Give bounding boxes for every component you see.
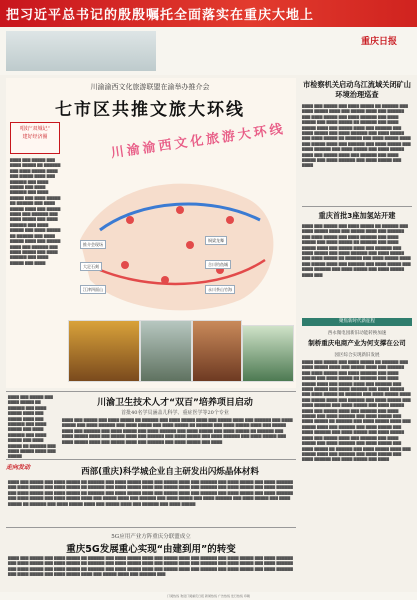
right-story3-title: 制桥重庆电商产业为何支撑在公司 [308, 339, 406, 347]
top-banner [0, 0, 417, 27]
health-subtitle: 首批40名学员涵盖儿科学、重症医学等20个专业 [121, 410, 229, 416]
right-story3-kicker: 西永微电园新旧动能转换加速 [327, 331, 387, 336]
page-footer: 订阅热线 欢迎订阅重庆日报 新闻热线 广告热线 发行热线 印刷 [0, 592, 417, 600]
5g-body: ▇▇▇▇ ▇▇▇ ▇▇▇▇▇ ▇▇▇ ▇▇▇▇ ▇▇▇▇▇ ▇▇ ▇▇▇▇▇▇ ▇▇▇ ▇▇▇▇ ▇▇▇▇▇ ▇▇▇▇ ▇▇▇ ▇▇▇▇▇ ▇▇▇▇ ▇▇▇ ▇▇▇▇▇▇ ▇▇▇ ▇▇▇▇ ▇▇▇▇▇ ▇▇▇ ▇▇▇▇ ▇▇▇▇▇▇ ▇▇▇ ▇▇▇▇ ▇▇▇▇▇ ▇▇▇ ▇▇▇▇ ▇▇▇▇▇ ▇▇ ▇▇▇▇▇▇ ▇▇▇ ▇▇▇▇ ▇▇▇▇▇ ▇▇▇▇ ▇▇▇ ▇▇▇▇▇ ▇▇▇▇ ▇▇▇ ▇▇▇▇▇▇ ▇▇▇ ▇▇▇▇ ▇▇▇▇▇ ▇▇▇ ▇▇▇▇ ▇▇▇▇▇▇ ▇▇▇ ▇▇▇▇ ▇▇▇▇▇ ▇▇▇ ▇▇▇▇ ▇▇▇▇▇ ▇▇ ▇▇▇▇▇▇ ▇▇▇ ▇▇▇▇ ▇▇▇▇▇ ▇▇▇▇ ▇▇▇ ▇▇▇▇▇ ▇▇▇▇ ▇▇▇ ▇▇▇▇▇▇ ▇▇▇ ▇▇▇▇ ▇▇▇▇▇ ▇▇▇ ▇▇▇▇ ▇▇▇▇▇▇ ▇▇▇ ▇▇▇▇ ▇▇▇▇▇ ▇▇▇ ▇▇▇▇ ▇▇▇▇▇ ▇▇▇▇ ▇▇▇ ▇▇▇▇▇ ▇▇▇▇ ▇▇▇ ▇▇▇▇▇▇ ▇▇▇ [8, 556, 293, 577]
section-badge: 聚焦新时代新征程 [302, 318, 412, 326]
science-body: ▇▇▇▇ ▇▇▇ ▇▇▇▇▇ ▇▇▇ ▇▇▇▇ ▇▇▇▇▇ ▇▇ ▇▇▇▇▇▇ ▇▇▇ ▇▇▇▇ ▇▇▇▇▇ ▇▇▇▇ ▇▇▇ ▇▇▇▇▇ ▇▇▇▇ ▇▇▇ ▇▇▇▇▇▇ ▇▇▇ ▇▇▇▇ ▇▇▇▇▇ ▇▇▇ ▇▇▇▇ ▇▇▇▇▇▇ ▇▇▇ ▇▇▇▇ ▇▇▇▇▇ ▇▇▇ ▇▇▇▇ ▇▇▇▇▇ ▇▇ ▇▇▇▇▇▇ ▇▇▇ ▇▇▇▇ ▇▇▇▇▇ ▇▇▇▇ ▇▇▇ ▇▇▇▇▇ ▇▇▇▇ ▇▇▇ ▇▇▇▇▇▇ ▇▇▇ ▇▇▇▇ ▇▇▇▇▇ ▇▇▇ ▇▇▇▇ ▇▇▇▇▇▇ ▇▇▇ ▇▇▇▇ ▇▇▇▇▇ ▇▇▇ ▇▇▇▇ ▇▇▇▇▇ ▇▇ ▇▇▇▇▇▇ ▇▇▇ ▇▇▇▇ ▇▇▇▇▇ ▇▇▇▇ ▇▇▇ ▇▇▇▇▇ ▇▇▇▇ ▇▇▇ ▇▇▇▇▇▇ ▇▇▇ ▇▇▇▇ ▇▇▇▇▇ ▇▇▇ ▇▇▇▇ ▇▇▇▇▇▇ ▇▇▇ ▇▇▇▇ ▇▇▇▇▇ ▇▇▇ ▇▇▇▇ ▇▇▇▇▇ ▇▇▇▇ ▇▇▇ ▇▇▇▇▇ ▇▇▇▇ ▇▇▇ ▇▇▇▇▇▇ ▇▇▇ ▇▇▇▇ ▇▇▇▇▇ ▇▇▇ ▇▇▇▇ ▇▇▇▇▇▇ ▇▇▇ ▇▇▇▇ ▇▇▇▇▇ ▇▇▇ ▇▇▇▇ ▇▇▇▇▇ ▇▇ ▇▇▇▇▇▇ ▇▇▇ ▇▇▇▇ ▇▇▇▇▇ ▇▇▇▇ ▇▇▇ ▇▇▇▇▇ ▇▇▇▇ ▇▇▇ ▇▇▇▇▇▇ ▇▇▇ ▇▇▇▇ ▇▇▇▇▇ [8, 480, 293, 506]
feature-body-text: ▇▇▇▇ ▇▇▇ ▇▇▇▇▇ ▇▇▇ ▇▇▇▇ ▇▇▇▇▇ ▇▇ ▇▇▇▇▇▇ ▇▇▇ ▇▇▇▇ ▇▇▇▇▇ ▇▇▇▇ ▇▇▇ ▇▇▇▇▇ ▇▇▇▇ ▇▇▇ ▇▇▇▇▇▇ ▇▇▇ ▇▇▇▇ ▇▇▇▇▇ ▇▇▇ ▇▇▇▇ ▇▇▇▇▇▇ ▇▇▇ ▇▇▇▇ ▇▇▇▇▇ ▇▇▇ ▇▇▇▇ ▇▇▇▇▇ ▇▇ ▇▇▇▇▇▇ ▇▇▇ ▇▇▇▇ ▇▇▇▇▇ ▇▇▇▇ ▇▇▇ ▇▇▇▇▇ ▇▇▇▇ ▇▇▇ ▇▇▇▇▇▇ ▇▇▇ ▇▇▇▇ ▇▇▇▇▇ ▇▇▇ ▇▇▇▇ ▇▇▇▇▇▇ ▇▇▇ ▇▇▇▇ ▇▇▇▇▇ ▇▇▇ ▇▇▇▇ ▇▇▇▇▇ ▇▇ ▇▇▇▇▇▇ ▇▇▇ ▇▇▇▇ ▇▇▇▇▇ ▇▇▇▇ ▇▇▇ ▇▇▇▇▇ ▇▇▇▇ ▇▇▇ ▇▇▇▇▇▇ ▇▇▇ ▇▇▇▇ ▇▇▇▇▇ ▇▇▇ ▇▇▇▇ ▇▇▇▇▇▇ ▇▇▇ ▇▇▇▇ ▇▇▇▇▇ ▇▇▇ ▇▇▇▇ [10, 158, 61, 265]
divider-science [6, 459, 296, 460]
5g-title: 重庆5G发展重心实现“由建到用”的转变 [66, 544, 236, 555]
map-caption-6: 永川茶山竹海 [205, 285, 235, 294]
photo-pagoda [68, 320, 140, 382]
photo-lake [242, 325, 294, 382]
5g-kicker: 5G应用产业方阵重庆分联盟成立 [111, 534, 191, 540]
stamp-badge: 唱好“双城记” 建好经济圈 [10, 122, 60, 154]
divider-5g [6, 527, 296, 528]
map-caption-2: 铜梁龙舞 [205, 236, 227, 245]
right-divider-1 [302, 206, 412, 207]
map-caption-4: 合川钓鱼城 [205, 260, 231, 269]
health-body-left: ▇▇▇▇ ▇▇▇ ▇▇▇▇▇ ▇▇▇ ▇▇▇▇ ▇▇▇▇▇ ▇▇ ▇▇▇▇▇▇ ▇▇▇ ▇▇▇▇ ▇▇▇▇▇ ▇▇▇▇ ▇▇▇ ▇▇▇▇▇ ▇▇▇▇ ▇▇▇ ▇▇▇▇▇▇ ▇▇▇ ▇▇▇▇ ▇▇▇▇▇ ▇▇▇ ▇▇▇▇ ▇▇▇▇▇▇ ▇▇▇ ▇▇▇▇ ▇▇▇▇▇ ▇▇▇ ▇▇▇▇ ▇▇▇▇▇ ▇▇ ▇▇▇▇▇▇ ▇▇▇ ▇▇▇▇ ▇▇▇▇▇ ▇▇▇▇ ▇▇▇ ▇▇▇▇▇ [8, 395, 56, 459]
photo-drum [192, 320, 242, 382]
arc-title: 川渝渝西文化旅游大环线 [110, 121, 287, 162]
right-story2-body: ▇▇▇▇ ▇▇▇ ▇▇▇▇▇ ▇▇▇ ▇▇▇▇ ▇▇▇▇▇ ▇▇ ▇▇▇▇▇▇ ▇▇▇ ▇▇▇▇ ▇▇▇▇▇ ▇▇▇▇ ▇▇▇ ▇▇▇▇▇ ▇▇▇▇ ▇▇▇ ▇▇▇▇▇▇ ▇▇▇ ▇▇▇▇ ▇▇▇▇▇ ▇▇▇ ▇▇▇▇ ▇▇▇▇▇▇ ▇▇▇ ▇▇▇▇ ▇▇▇▇▇ ▇▇▇ ▇▇▇▇ ▇▇▇▇▇ ▇▇ ▇▇▇▇▇▇ ▇▇▇ ▇▇▇▇ ▇▇▇▇▇ ▇▇▇▇ ▇▇▇ ▇▇▇▇▇ ▇▇▇▇ ▇▇▇ ▇▇▇▇▇▇ ▇▇▇ ▇▇▇▇ ▇▇▇▇▇ ▇▇▇ ▇▇▇▇ ▇▇▇▇▇▇ ▇▇▇ ▇▇▇▇ ▇▇▇▇▇ ▇▇▇ ▇▇▇▇ ▇▇▇▇▇ ▇▇ ▇▇▇▇▇▇ ▇▇▇ ▇▇▇▇ ▇▇▇▇▇ ▇▇▇▇ ▇▇▇ ▇▇▇▇▇ ▇▇▇▇ ▇▇▇ ▇▇▇▇▇▇ ▇▇▇ ▇▇▇▇ ▇▇▇▇▇ ▇▇▇ ▇▇▇▇ ▇▇▇▇▇▇ ▇▇▇ ▇▇▇▇ ▇▇▇▇▇ ▇▇▇ ▇▇▇▇ ▇▇▇▇▇ ▇▇▇▇ ▇▇▇ [302, 224, 411, 277]
paper-name: 重庆日报 [360, 37, 397, 47]
right-story3-body: ▇▇▇▇ ▇▇▇ ▇▇▇▇▇ ▇▇▇ ▇▇▇▇ ▇▇▇▇▇ ▇▇ ▇▇▇▇▇▇ ▇▇▇ ▇▇▇▇ ▇▇▇▇▇ ▇▇▇▇ ▇▇▇ ▇▇▇▇▇ ▇▇▇▇ ▇▇▇ ▇▇▇▇▇▇ ▇▇▇ ▇▇▇▇ ▇▇▇▇▇ ▇▇▇ ▇▇▇▇ ▇▇▇▇▇▇ ▇▇▇ ▇▇▇▇ ▇▇▇▇▇ ▇▇▇ ▇▇▇▇ ▇▇▇▇▇ ▇▇ ▇▇▇▇▇▇ ▇▇▇ ▇▇▇▇ ▇▇▇▇▇ ▇▇▇▇ ▇▇▇ ▇▇▇▇▇ ▇▇▇▇ ▇▇▇ ▇▇▇▇▇▇ ▇▇▇ ▇▇▇▇ ▇▇▇▇▇ ▇▇▇ ▇▇▇▇ ▇▇▇▇▇▇ ▇▇▇ ▇▇▇▇ ▇▇▇▇▇ ▇▇▇ ▇▇▇▇ ▇▇▇▇▇ ▇▇ ▇▇▇▇▇▇ ▇▇▇ ▇▇▇▇ ▇▇▇▇▇ ▇▇▇▇ ▇▇▇ ▇▇▇▇▇ ▇▇▇▇ ▇▇▇ ▇▇▇▇▇▇ ▇▇▇ ▇▇▇▇ ▇▇▇▇▇ ▇▇▇ ▇▇▇▇ ▇▇▇▇▇▇ ▇▇▇ ▇▇▇▇ ▇▇▇▇▇ ▇▇▇ ▇▇▇▇ ▇▇▇▇▇ ▇▇▇▇ ▇▇▇ ▇▇▇▇▇ ▇▇▇▇ ▇▇▇ ▇▇▇▇▇▇ ▇▇▇ ▇▇▇▇ ▇▇▇▇▇ ▇▇▇ ▇▇▇▇ ▇▇▇▇▇▇ ▇▇▇ ▇▇▇▇ ▇▇▇▇▇ ▇▇▇ ▇▇▇▇ ▇▇▇▇▇ ▇▇ ▇▇▇▇▇▇ ▇▇▇ ▇▇▇▇ ▇▇▇▇▇ ▇▇▇▇ ▇▇▇ ▇▇▇▇▇ ▇▇▇▇ ▇▇▇ ▇▇▇▇▇▇ ▇▇▇ ▇▇▇▇ ▇▇▇▇▇ ▇▇▇ ▇▇▇▇ ▇▇▇▇▇▇ ▇▇▇ ▇▇▇▇ ▇▇▇▇▇ ▇▇▇ ▇▇▇▇ ▇▇▇▇▇ ▇▇▇▇ ▇▇▇ ▇▇▇▇▇ ▇▇▇▇ ▇▇▇ ▇▇▇▇▇▇ ▇▇▇ ▇▇▇▇ ▇▇▇▇▇ ▇▇▇ ▇▇▇▇ ▇▇▇▇▇▇ ▇▇▇ ▇▇▇▇ ▇▇▇▇▇ ▇▇▇ ▇▇▇▇ ▇▇▇▇▇ ▇▇ ▇▇▇▇▇▇ ▇▇▇ ▇▇▇▇ ▇▇▇▇▇ ▇▇▇▇ ▇▇▇ ▇▇▇▇▇ ▇▇▇▇ ▇▇▇ ▇▇▇▇▇▇ ▇▇▇ ▇▇▇▇ ▇▇▇▇▇ ▇▇▇ ▇▇▇▇ ▇▇▇▇▇▇ ▇▇▇ ▇▇▇▇ ▇▇▇▇▇ ▇▇▇ ▇▇▇▇ [302, 360, 411, 462]
health-body: ▇▇▇▇ ▇▇▇ ▇▇▇▇▇ ▇▇▇ ▇▇▇▇ ▇▇▇▇▇ ▇▇ ▇▇▇▇▇▇ ▇▇▇ ▇▇▇▇ ▇▇▇▇▇ ▇▇▇▇ ▇▇▇ ▇▇▇▇▇ ▇▇▇▇ ▇▇▇ ▇▇▇▇▇▇ ▇▇▇ ▇▇▇▇ ▇▇▇▇▇ ▇▇▇ ▇▇▇▇ ▇▇▇▇▇▇ ▇▇▇ ▇▇▇▇ ▇▇▇▇▇ ▇▇▇ ▇▇▇▇ ▇▇▇▇▇ ▇▇ ▇▇▇▇▇▇ ▇▇▇ ▇▇▇▇ ▇▇▇▇▇ ▇▇▇▇ ▇▇▇ ▇▇▇▇▇ ▇▇▇▇ ▇▇▇ ▇▇▇▇▇▇ ▇▇▇ ▇▇▇▇ ▇▇▇▇▇ ▇▇▇ ▇▇▇▇ ▇▇▇▇▇▇ ▇▇▇ ▇▇▇▇ ▇▇▇▇▇ ▇▇▇ ▇▇▇▇ ▇▇▇▇▇ ▇▇ ▇▇▇▇▇▇ ▇▇▇ ▇▇▇▇ ▇▇▇▇▇ ▇▇▇▇ ▇▇▇ ▇▇▇▇▇ ▇▇▇▇ ▇▇▇ ▇▇▇▇▇▇ ▇▇▇ ▇▇▇▇ ▇▇▇▇▇ ▇▇▇ ▇▇▇▇ ▇▇▇▇▇▇ ▇▇▇ ▇▇▇▇ ▇▇▇▇▇ ▇▇▇ ▇▇▇▇ ▇▇▇▇▇ ▇▇▇▇ ▇▇▇ ▇▇▇▇▇ ▇▇▇▇ ▇▇▇ ▇▇▇▇▇▇ ▇▇▇ ▇▇▇▇ ▇▇▇▇▇ ▇▇▇ ▇▇▇▇ [62, 418, 293, 444]
masthead-city-image [6, 31, 156, 71]
right-story1-title: 市检察机关启动乌江流域关闭矿山环境治理巡查 [303, 80, 411, 99]
science-title: 西部(重庆)科学城企业自主研发出闪烁晶体材料 [81, 467, 259, 477]
photo-buddha [140, 320, 192, 382]
feature-kicker: 川渝渝西文化旅游联盟在渝举办推介会 [90, 83, 210, 91]
feature-title: 七市区共推文旅大环线 [55, 100, 245, 120]
map-caption-1: 推介会现场 [80, 240, 106, 249]
map-caption-5: 江津四面山 [80, 285, 106, 294]
right-story3-sub: 园区综合实现新旧发展 [334, 353, 380, 358]
column-logo: 走向发动 [6, 464, 31, 471]
health-title: 川渝卫生技术人才“双百”培养项目启动 [97, 398, 253, 408]
right-story1-body: ▇▇▇▇ ▇▇▇ ▇▇▇▇▇ ▇▇▇ ▇▇▇▇ ▇▇▇▇▇ ▇▇ ▇▇▇▇▇▇ ▇▇▇ ▇▇▇▇ ▇▇▇▇▇ ▇▇▇▇ ▇▇▇ ▇▇▇▇▇ ▇▇▇▇ ▇▇▇ ▇▇▇▇▇▇ ▇▇▇ ▇▇▇▇ ▇▇▇▇▇ ▇▇▇ ▇▇▇▇ ▇▇▇▇▇▇ ▇▇▇ ▇▇▇▇ ▇▇▇▇▇ ▇▇▇ ▇▇▇▇ ▇▇▇▇▇ ▇▇ ▇▇▇▇▇▇ ▇▇▇ ▇▇▇▇ ▇▇▇▇▇ ▇▇▇▇ ▇▇▇ ▇▇▇▇▇ ▇▇▇▇ ▇▇▇ ▇▇▇▇▇▇ ▇▇▇ ▇▇▇▇ ▇▇▇▇▇ ▇▇▇ ▇▇▇▇ ▇▇▇▇▇▇ ▇▇▇ ▇▇▇▇ ▇▇▇▇▇ ▇▇▇ ▇▇▇▇ ▇▇▇▇▇ ▇▇ ▇▇▇▇▇▇ ▇▇▇ ▇▇▇▇ ▇▇▇▇▇ ▇▇▇▇ ▇▇▇ ▇▇▇▇▇ ▇▇▇▇ ▇▇▇ ▇▇▇▇▇▇ ▇▇▇ ▇▇▇▇ ▇▇▇▇▇ ▇▇▇ ▇▇▇▇ ▇▇▇▇▇▇ ▇▇▇ ▇▇▇▇ ▇▇▇▇▇ ▇▇▇ ▇▇▇▇ ▇▇▇▇▇ ▇▇▇▇ ▇▇▇ ▇▇▇▇▇ ▇▇▇▇ ▇▇▇ ▇▇▇▇▇▇ ▇▇▇ ▇▇▇▇ ▇▇▇▇▇ ▇▇▇ ▇▇▇▇ ▇▇▇▇▇▇ ▇▇▇ ▇▇▇▇ ▇▇▇▇▇ ▇▇▇ ▇▇▇▇ [302, 104, 411, 168]
map-caption-3: 大足石刻 [80, 262, 102, 271]
banner-slogan: 把习近平总书记的殷殷嘱托全面落实在重庆大地上 [6, 8, 315, 23]
divider-health [6, 391, 296, 392]
right-story2-title: 重庆首批3座加氢站开建 [318, 211, 396, 220]
